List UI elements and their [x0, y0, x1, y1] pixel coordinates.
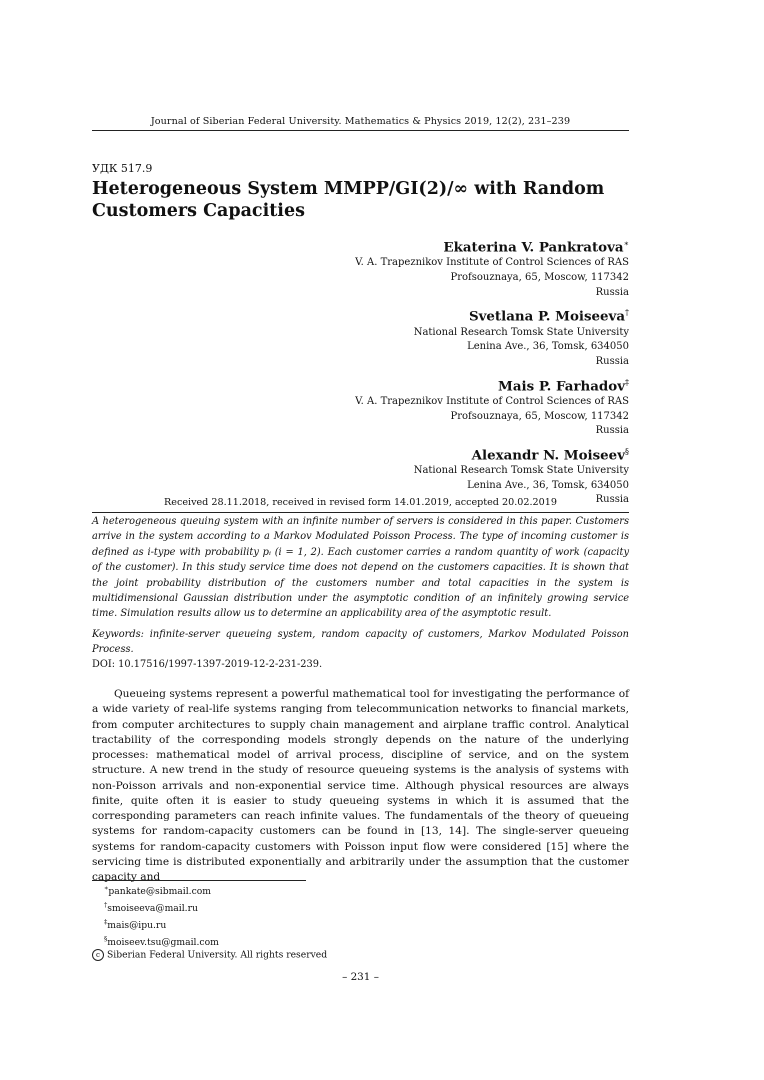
author-name: Svetlana P. Moiseeva† — [468, 308, 629, 325]
keywords — [92, 627, 629, 658]
page-number: – 231 – — [342, 971, 379, 983]
affiliation-address: Lenina Ave., 36, Tomsk, 634050 — [467, 479, 629, 491]
footnote-email: §moiseev.tsu@gmail.com — [104, 934, 219, 948]
abstract-text: A heterogeneous queuing system with an infinite number of servers is considered in this paper. Customers arrive in the system according to a Markov Modulated Poisson Process. The type of incoming customer is defined as i-type with probability pᵢ (i = 1, 2). Each customer carries a random quantity of work (capacity of the customer). In this study service time does not depend on the customers capacities. It is shown that the joint probability distribution of the customers number and total capacities in the system is multidimensional Gaussian distribution under the asymptotic condition of an infinitely growing service time. Simulation results allow us to determine an applicability area of the asymptotic result. — [92, 516, 629, 620]
footnote-rule — [92, 880, 306, 881]
footnote-email: ∗pankate@sibmail.com — [104, 884, 211, 898]
affiliation-address: Profsouznaya, 65, Moscow, 117342 — [450, 272, 629, 284]
affiliation-address: Lenina Ave., 36, Tomsk, 634050 — [467, 341, 629, 353]
affiliation-country: Russia — [595, 494, 629, 506]
affiliation-institution: V. A. Trapeznikov Institute of Control Sciences of RAS — [355, 257, 629, 269]
author-name: Alexandr N. Moiseev§ — [471, 446, 629, 464]
affiliation-institution: National Research Tomsk State University — [413, 465, 629, 477]
abstract-top-rule — [92, 512, 629, 513]
affiliation-institution: National Research Tomsk State University — [413, 326, 629, 338]
keywords-text: infinite-server queueing system, random capacity of customers, Markov Modulated Poisson Process. — [92, 629, 629, 656]
doi: DOI: 10.17516/1997-1397-2019-12-2-231-239. — [92, 659, 323, 670]
copyright-icon: c — [92, 949, 104, 961]
body-paragraph: Queueing systems represent a powerful mathematical tool for investigating the performance of a wide variety of real-life systems ranging from telecommunication networks to financial markets, from computer architectures to supply chain management and airplane traffic control. Analytical tractability of the corresponding models strongly depends on the nature of the underlying processes: mathematical model of arrival process, discipline of service, and on the system structure. A new trend in the study of resource queueing systems is the analysis of systems with non-Poisson arrivals and non-exponential service time. Although physical resources are always finite, quite often it is easier to study queueing systems in which it is assumed that the corresponding parameters can reach infinite values. The fundamentals of the theory of queueing systems for random-capacity customers can be found in [13, 14]. The single-server queueing systems for random-capacity customers with Poisson input flow were considered [15] where the servicing time is distributed exponentially and arbitrarily under the assumption that the customer capacity and — [92, 688, 629, 883]
author-entry — [229, 304, 629, 369]
affiliation-country: Russia — [595, 425, 629, 437]
affiliation-country: Russia — [595, 286, 629, 298]
author-entry — [229, 374, 629, 439]
copyright-notice — [92, 949, 327, 962]
journal-header: Journal of Siberian Federal University. Mathematics & Physics 2019, 12(2), 231–239 — [150, 116, 571, 127]
udk-code: УДК 517.9 — [92, 162, 153, 175]
footnotes — [92, 882, 327, 963]
author-name: Mais P. Farhadov‡ — [498, 377, 629, 394]
footnote-email: ‡mais@ipu.ru — [104, 917, 167, 931]
affiliation-address: Profsouznaya, 65, Moscow, 117342 — [450, 410, 629, 422]
affiliation-institution: V. A. Trapeznikov Institute of Control Sciences of RAS — [355, 395, 629, 407]
header-rule — [92, 130, 629, 131]
author-entry — [229, 235, 629, 300]
author-block — [229, 235, 629, 512]
paper-title: Heterogeneous System MMPP/GI(2)/∞ with Random Customers Capacities — [92, 179, 605, 221]
keywords-label: Keywords: — [92, 629, 144, 640]
footnote-email: †smoiseeva@mail.ru — [104, 900, 198, 914]
author-name: Ekaterina V. Pankratova∗ — [443, 239, 629, 256]
affiliation-country: Russia — [595, 355, 629, 367]
received-dates: Received 28.11.2018, received in revised form 14.01.2019, accepted 20.02.2019 — [164, 497, 557, 508]
paper-page — [92, 0, 629, 1080]
copyright-text: Siberian Federal University. All rights reserved — [107, 949, 328, 961]
